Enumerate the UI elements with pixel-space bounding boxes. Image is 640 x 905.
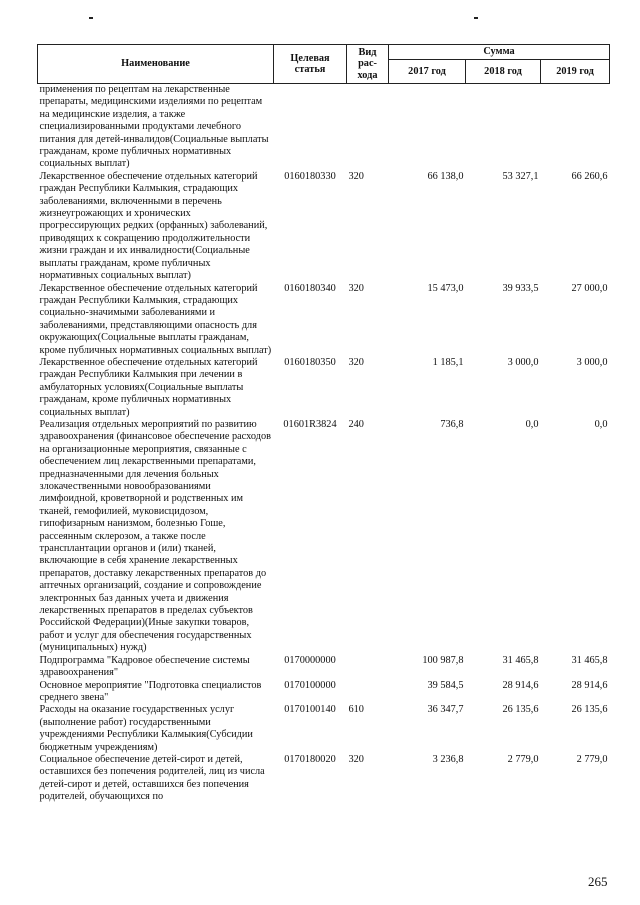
header-year-2017: 2017 год <box>389 60 466 84</box>
row-code: 01601R3824 <box>283 418 337 430</box>
row-2017: 39 584,5 <box>427 679 464 691</box>
header-mark-right <box>474 17 478 19</box>
row-2018 <box>466 84 541 171</box>
header-sum: Сумма <box>389 45 610 60</box>
row-2019: 31 465,8 <box>571 654 608 666</box>
page-number: 265 <box>588 874 608 889</box>
row-name: Социальное обеспечение детей-сирот и детей, оставшихся без попечения родителей, лиц из числа детей-сирот и детей, оставшихся без попечения родителей, обучающихся по <box>39 753 265 803</box>
row-2019: 28 914,6 <box>571 679 608 691</box>
row-code: 0170000000 <box>284 654 336 666</box>
row-2018: 39 933,5 <box>502 282 539 294</box>
row-name: Реализация отдельных мероприятий по развитию здравоохранения (финансовое обеспечение расходов на организационные мероприятия, связанные с обеспечением лиц лекарственными препаратами, предназначенными для лечения больных злокачественными новообразованиями лимфоидной, кроветворной и родственных им тканей, гемофилией, муковисцидозом, гипофизарным нанизмом, болезнью Гоше, рассеянным склерозом, а также после трансплантации органов и (или) тканей, включающие в себя хранение лекарственных препаратов, доставку лекарственных препаратов до аптечных организаций, создание и сопровождение электронных баз данных учета и движения лекарственных препаратов в пределах субъектов Российской Федерации)(Иные закупки товаров, работ и услуг для обеспечения государственных (муниципальных) нужд) <box>39 418 271 654</box>
row-code: 0170180020 <box>284 753 336 765</box>
row-name: Расходы на оказание государственных услуг (выполнение работ) государственными учреждениями Республики Калмыкия(Субсидии бюджетным учреждениям) <box>39 704 253 753</box>
row-2017: 66 138,0 <box>427 170 464 182</box>
row-2017: 736,8 <box>440 418 464 430</box>
row-2017 <box>389 84 466 171</box>
row-2018: 2 779,0 <box>507 753 539 765</box>
row-kind: 320 <box>348 282 364 294</box>
table-row <box>38 419 610 655</box>
row-2019 <box>541 84 610 171</box>
row-kind <box>347 84 389 171</box>
row-2018: 26 135,6 <box>502 704 539 716</box>
header-mark-left <box>89 17 93 19</box>
row-kind: 320 <box>348 170 364 182</box>
row-name: Основное мероприятие "Подготовка специалистов среднего звена" <box>39 679 262 703</box>
row-2017: 100 987,8 <box>422 654 464 666</box>
row-name: Лекарственное обеспечение отдельных категорий граждан Республики Калмыкия при лечении в амбулаторных условиях(Социальные выплаты гражданам, кроме публичных нормативных социальных выплат) <box>39 356 258 418</box>
row-2019: 3 000,0 <box>576 356 608 368</box>
row-2018: 53 327,1 <box>502 170 539 182</box>
row-2019: 27 000,0 <box>571 282 608 294</box>
row-kind <box>347 680 389 705</box>
header-expense-type: Вид рас-хода <box>347 45 389 84</box>
row-2019: 2 779,0 <box>576 753 608 765</box>
row-2019: 26 135,6 <box>571 704 608 716</box>
row-name: Лекарственное обеспечение отдельных категорий граждан Республики Калмыкия, страдающих заболеваниями, включенными в перечень жизнеугрожающих и хронических прогрессирующих редких (орфанных) заболеваний, приводящих к сокращению продолжительности жизни граждан и их инвалидности(Социальные выплаты гражданам, кроме публичных нормативных социальных выплат) <box>39 170 268 282</box>
row-2017: 36 347,7 <box>427 704 464 716</box>
row-code: 0160180340 <box>284 282 336 294</box>
table-row <box>38 704 610 754</box>
table-row <box>38 84 610 171</box>
row-kind: 320 <box>348 753 364 765</box>
row-code: 0170100140 <box>284 704 336 716</box>
row-code: 0170100000 <box>284 679 336 691</box>
table-row <box>38 655 610 680</box>
header-name: Наименование <box>38 45 274 84</box>
row-2018: 28 914,6 <box>502 679 539 691</box>
row-2019: 0,0 <box>594 418 608 430</box>
table-row <box>38 680 610 705</box>
row-2017: 3 236,8 <box>432 753 464 765</box>
row-kind: 320 <box>348 356 364 368</box>
table-row <box>38 754 610 804</box>
row-code <box>274 84 347 171</box>
row-2017: 15 473,0 <box>427 282 464 294</box>
row-name: применения по рецептам на лекарственные препараты, медицинскими изделиями по рецептам на медицинские изделия, а также специализированными продуктами лечебного питания для детей-инвалидов(Социальные выплаты гражданам, кроме публичных нормативных социальных выплат) <box>39 84 269 170</box>
table-row <box>38 357 610 419</box>
row-2018: 3 000,0 <box>507 356 539 368</box>
row-code: 0160180350 <box>284 356 336 368</box>
row-name: Подпрограмма "Кадровое обеспечение системы здравоохранения" <box>39 654 250 679</box>
row-kind: 240 <box>348 418 364 430</box>
row-2018: 0,0 <box>525 418 539 430</box>
row-kind <box>347 655 389 680</box>
table-row <box>38 283 610 357</box>
budget-table <box>37 44 610 804</box>
row-2018: 31 465,8 <box>502 654 539 666</box>
header-target-article: Целевая статья <box>274 45 347 84</box>
header-year-2019: 2019 год <box>541 60 610 84</box>
row-2019: 66 260,6 <box>571 170 608 182</box>
row-kind: 610 <box>348 704 364 716</box>
header-year-2018: 2018 год <box>466 60 541 84</box>
row-code: 0160180330 <box>284 170 336 182</box>
table-row <box>38 171 610 283</box>
row-name: Лекарственное обеспечение отдельных категорий граждан Республики Калмыкия, страдающих социально-значимыми заболеваниями и заболеваниями, представляющими опасность для окружающих(Социальные выплаты гражданам, кроме публичных нормативных социальных выплат) <box>39 282 272 356</box>
row-2017: 1 185,1 <box>432 356 464 368</box>
